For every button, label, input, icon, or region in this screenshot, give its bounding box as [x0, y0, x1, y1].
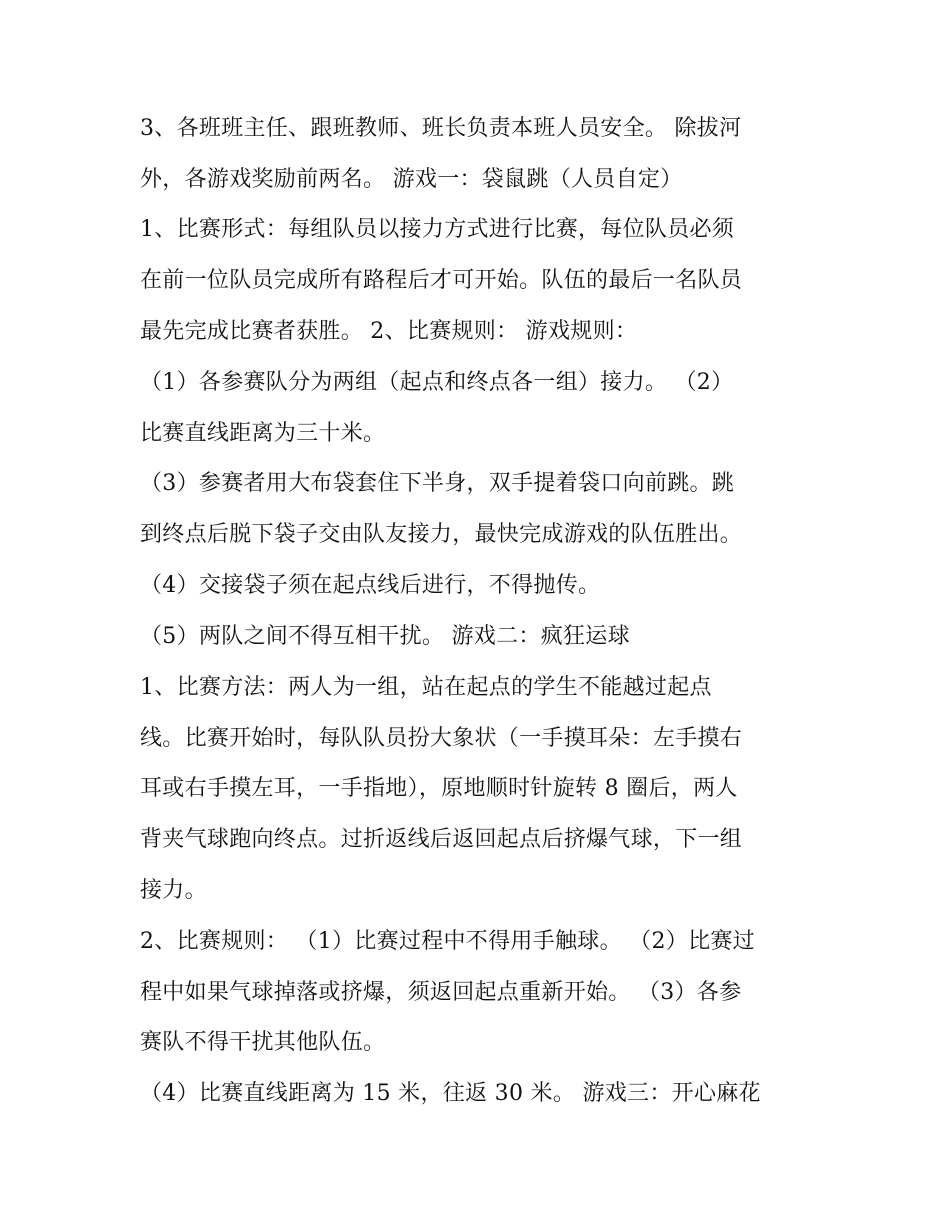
- text-line: 在前一位队员完成所有路程后才可开始。队伍的最后一名队员: [140, 268, 743, 293]
- text-line: 比赛直线距离为三十米。: [140, 421, 386, 446]
- text-line: 背夹气球跑向终点。过折返线后返回起点后挤爆气球，下一组: [140, 827, 743, 852]
- text-line: 程中如果气球掉落或挤爆，须返回起点重新开始。 （3）各参: [140, 980, 742, 1005]
- text-line: 1、比赛方法：两人为一组，站在起点的学生不能越过起点: [140, 675, 712, 700]
- text-line: 线。比赛开始时，每队队员扮大象状（一手摸耳朵：左手摸右: [140, 726, 743, 751]
- text-line: 接力。: [140, 878, 207, 903]
- text-line: 2、比赛规则： （1）比赛过程中不得用手触球。 （2）比赛过: [140, 929, 755, 954]
- text-line: （4）比赛直线距离为 15 米，往返 30 米。 游戏三：开心麻花: [140, 1081, 761, 1106]
- text-line: （4）交接袋子须在起点线后进行，不得抛传。: [140, 573, 601, 598]
- text-line: 最先完成比赛者获胜。 2、比赛规则： 游戏规则：: [140, 319, 638, 344]
- text-line: （5）两队之间不得互相干扰。 游戏二：疯狂运球: [140, 624, 630, 649]
- text-line: （1）各参赛队分为两组（起点和终点各一组）接力。 （2）: [140, 370, 734, 395]
- text-line: 赛队不得干扰其他队伍。: [140, 1030, 386, 1055]
- text-line: 耳或右手摸左耳，一手指地），原地顺时针旋转 8 圈后，两人: [140, 776, 738, 801]
- text-line: 3、各班班主任、跟班教师、班长负责本班人员安全。 除拔河: [140, 116, 742, 141]
- text-line: （3）参赛者用大布袋套住下半身，双手提着袋口向前跳。跳: [140, 471, 735, 496]
- text-line: 到终点后脱下袋子交由队友接力，最快完成游戏的队伍胜出。: [140, 522, 743, 547]
- text-line: 外，各游戏奖励前两名。 游戏一：袋鼠跳（人员自定）: [140, 167, 683, 192]
- text-line: 1、比赛形式：每组队员以接力方式进行比赛，每位队员必须: [140, 217, 735, 242]
